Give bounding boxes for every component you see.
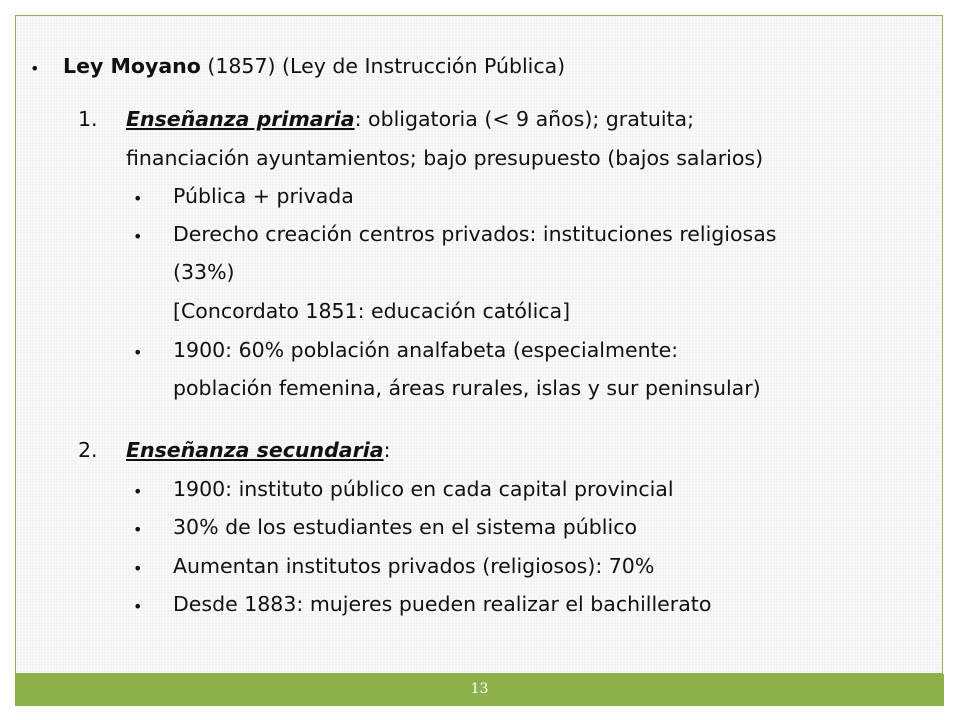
list-item: Pública + privada: [173, 184, 354, 208]
bullet-dot: •: [133, 520, 143, 539]
list-item-continuation: población femenina, áreas rurales, islas y sur peninsular): [173, 376, 761, 400]
title-bold: Ley Moyano: [63, 54, 201, 78]
list-item: Derecho creación centros privados: instituciones religiosas: [173, 222, 777, 246]
list-item: Aumentan institutos privados (religiosos): 70%: [173, 554, 655, 578]
list-item-continuation: [Concordato 1851: educación católica]: [173, 299, 571, 323]
list-item: 30% de los estudiantes en el sistema público: [173, 515, 638, 539]
bullet-dot: •: [133, 227, 143, 246]
bullet-dot: •: [133, 343, 143, 362]
page-number: 13: [470, 681, 489, 697]
section-heading-line: [126, 436, 390, 465]
list-item: Desde 1883: mujeres pueden realizar el bachillerato: [173, 592, 712, 616]
section-continuation: financiación ayuntamientos; bajo presupuesto (bajos salarios): [126, 146, 764, 170]
footer-bar: [15, 674, 944, 706]
bullet-dot: •: [133, 559, 143, 578]
section-heading-suffix: :: [383, 438, 391, 462]
bullet-dot: •: [133, 189, 143, 208]
list-item: 1900: instituto público en cada capital provincial: [173, 477, 674, 501]
bullet-dot: •: [30, 59, 40, 78]
title-rest: (1857) (Ley de Instrucción Pública): [200, 54, 566, 78]
section-heading: Enseñanza secundaria: [126, 438, 384, 462]
bullet-dot: •: [133, 482, 143, 501]
list-item: 1900: 60% población analfabeta (especialmente:: [173, 338, 679, 362]
section-heading: Enseñanza primaria: [126, 107, 355, 131]
section-heading-line: [126, 105, 694, 134]
list-item-continuation: (33%): [173, 260, 235, 284]
section-number: 1.: [78, 107, 98, 131]
section-number: 2.: [78, 438, 98, 462]
bullet-dot: •: [133, 597, 143, 616]
slide-title: [63, 52, 565, 81]
section-heading-suffix: : obligatoria (< 9 años); gratuita;: [354, 107, 695, 131]
